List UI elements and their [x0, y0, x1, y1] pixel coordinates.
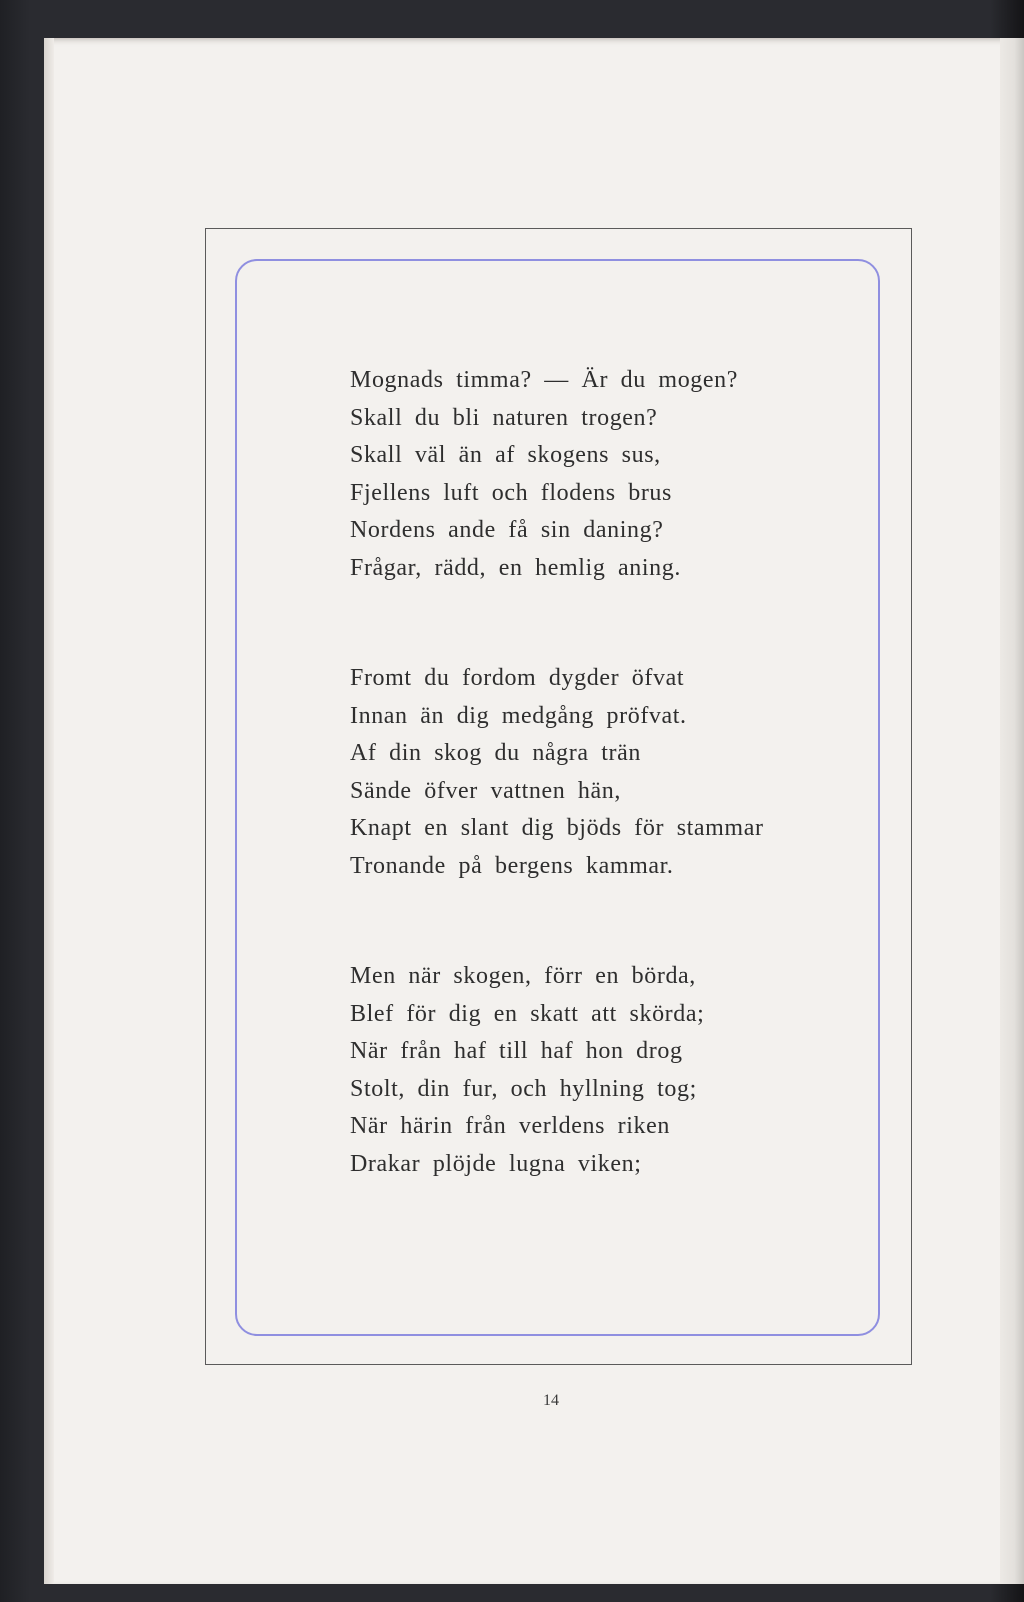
- page-number: 14: [543, 1392, 559, 1409]
- poem-line: När från haf till haf hon drog: [350, 1038, 683, 1064]
- poem-line: Knapt en slant dig bjöds för stammar: [350, 815, 764, 841]
- poem-text: [350, 362, 870, 1183]
- poem-line: Fjellens luft och flodens brus: [350, 479, 672, 506]
- page-left-edge: [44, 38, 54, 1584]
- poem-line: Skall väl än af skogens sus,: [350, 442, 661, 468]
- poem-line: Sände öfver vattnen hän,: [350, 777, 621, 804]
- poem-line: Blef för dig en skatt att skörda;: [350, 1000, 705, 1027]
- page-right-edge: [1000, 38, 1024, 1584]
- poem-line: Tronande på bergens kammar.: [350, 852, 674, 879]
- poem-line: Fromt du fordom dygder öfvat: [350, 665, 685, 691]
- poem-line: När härin från verldens riken: [350, 1113, 670, 1139]
- stanza-2: [350, 660, 870, 885]
- poem-line: Men när skogen, förr en börda,: [350, 963, 696, 989]
- poem-line: Drakar plöjde lugna viken;: [350, 1150, 642, 1177]
- poem-line: Nordens ande få sin daning?: [350, 517, 664, 543]
- stanza-3: [350, 958, 870, 1183]
- poem-line: Frågar, rädd, en hemlig aning.: [350, 554, 681, 581]
- stanza-1: [350, 362, 870, 587]
- poem-line: Mognads timma? — Är du mogen?: [350, 367, 739, 393]
- poem-line: Stolt, din fur, och hyllning tog;: [350, 1075, 697, 1102]
- poem-line: Af din skog du några trän: [350, 740, 641, 766]
- poem-line: Innan än dig medgång pröfvat.: [350, 702, 687, 729]
- poem-line: Skall du bli naturen trogen?: [350, 404, 658, 431]
